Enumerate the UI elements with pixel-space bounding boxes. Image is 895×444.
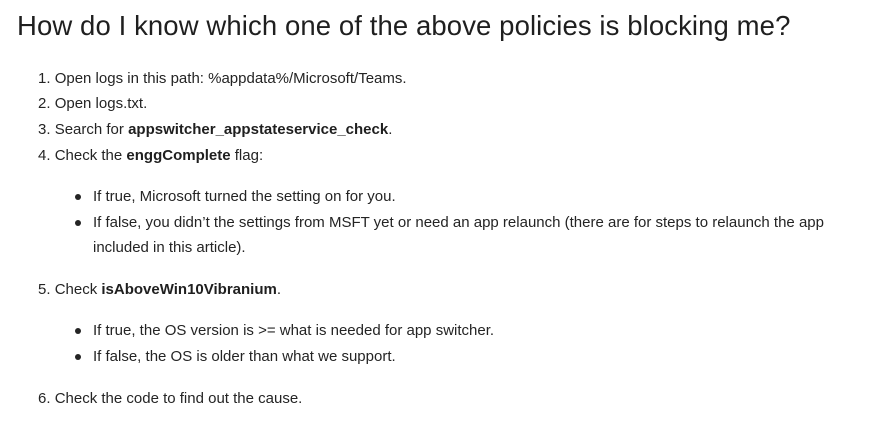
step-text-suffix: . <box>276 281 282 298</box>
step-text-suffix: flag: <box>230 147 264 164</box>
bullet-dot-icon <box>75 194 81 200</box>
bullet-text: If true, the OS version is >= what is needed for app switcher. <box>93 322 495 339</box>
bullet-dot-icon <box>75 354 81 360</box>
bullet-item <box>93 318 853 343</box>
step-number: 5. <box>38 281 51 298</box>
step-item-1 <box>38 66 407 91</box>
bullet-text: If false, the OS is older than what we support. <box>93 348 396 365</box>
step-item-5 <box>38 277 281 302</box>
bullet-dot-icon <box>75 220 81 226</box>
step-number: 2. <box>38 95 51 112</box>
step-text: Check the code to find out the cause. <box>54 390 303 407</box>
step-text-suffix: . <box>388 121 393 138</box>
step-number: 1. <box>38 70 51 87</box>
step-text: Open logs in this path: %appdata%/Microsoft/Teams. <box>54 70 407 87</box>
step-text-prefix: Check <box>54 281 102 298</box>
step-text-prefix: Search for <box>54 121 129 138</box>
step-text-prefix: Check the <box>54 147 127 164</box>
step-number: 3. <box>38 121 51 138</box>
step-code-term: enggComplete <box>126 147 231 164</box>
step-item-2 <box>38 91 147 116</box>
bullet-item <box>93 184 853 209</box>
step-item-3 <box>38 117 392 142</box>
step-number: 6. <box>38 390 51 407</box>
bullet-dot-icon <box>75 328 81 334</box>
step-item-6 <box>38 386 302 411</box>
step-code-term: appswitcher_appstateservice_check <box>128 121 389 138</box>
step-number: 4. <box>38 147 51 164</box>
bullet-text: If false, you didn’t the settings from MSFT yet or need an app relaunch (there are for steps to relaunch the app included in this article). <box>93 214 824 256</box>
step-item-4 <box>38 143 263 168</box>
bullet-item <box>93 344 853 369</box>
section-heading: How do I know which one of the above policies is blocking me? <box>17 10 791 41</box>
bullet-text: If true, Microsoft turned the setting on for you. <box>93 188 396 205</box>
step-text: Open logs.txt. <box>54 95 148 112</box>
step-code-term: isAboveWin10Vibranium <box>101 281 277 298</box>
bullet-item <box>93 210 853 260</box>
